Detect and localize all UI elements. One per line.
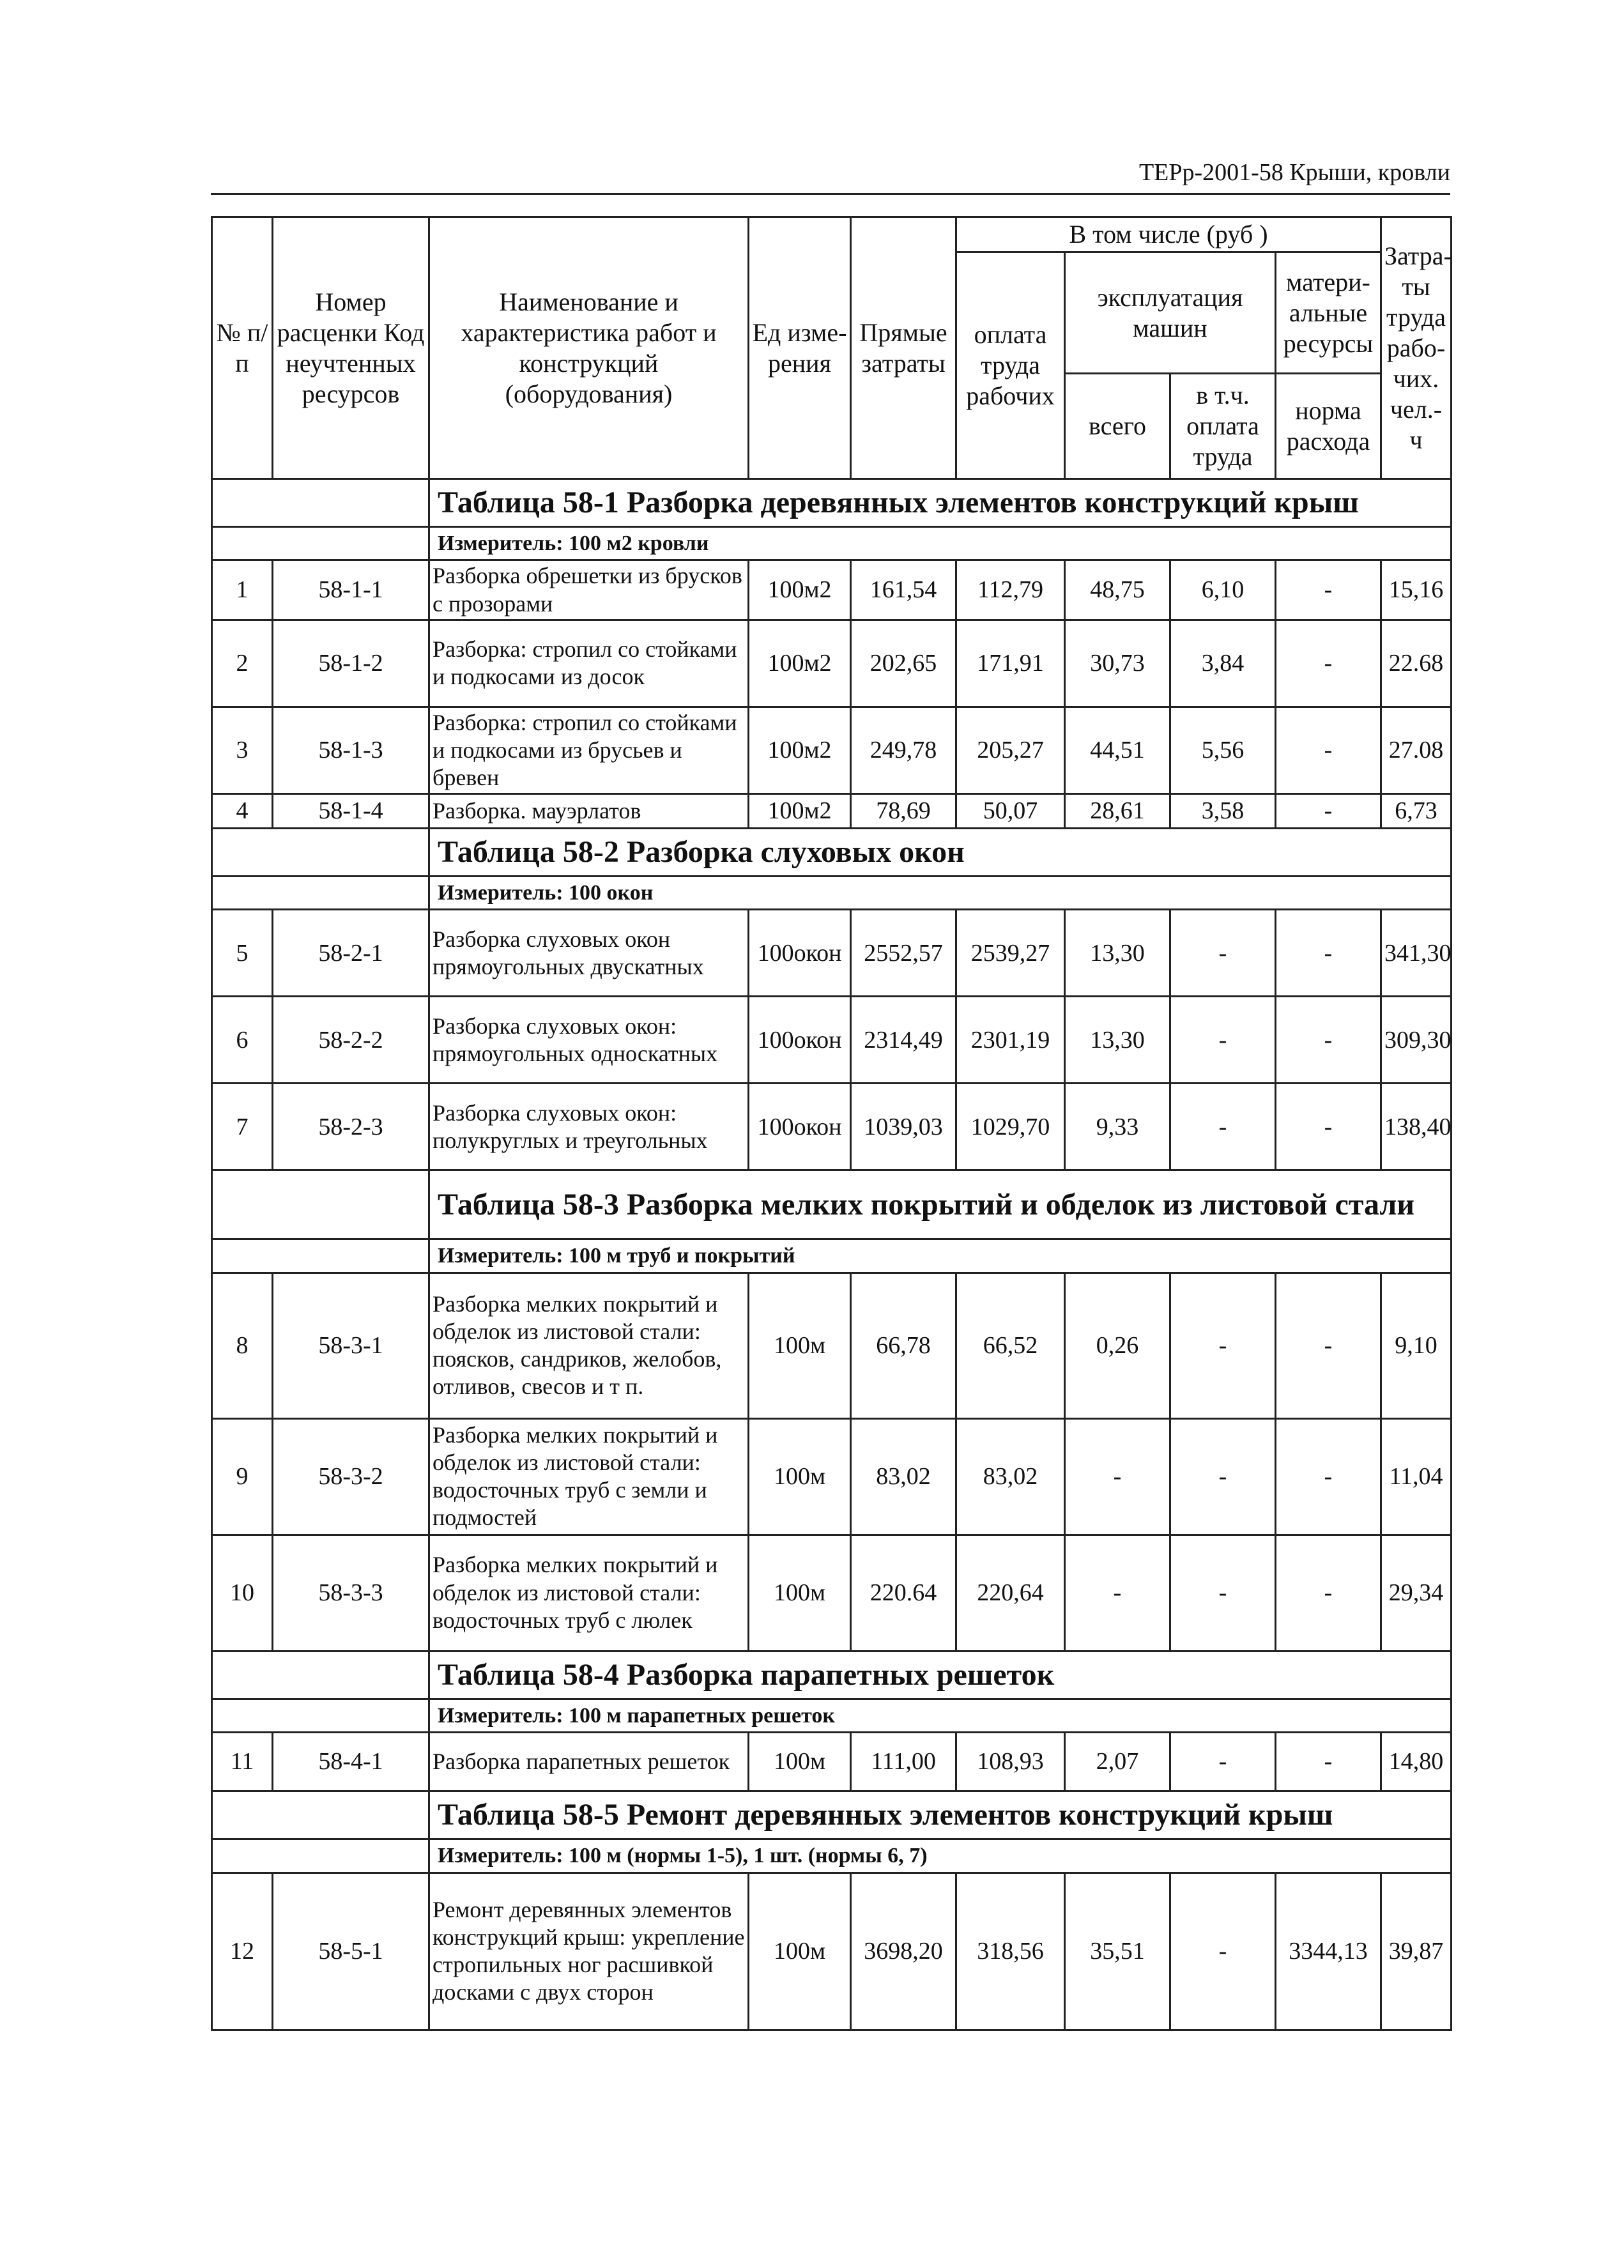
row-labor-pay: 112,79: [956, 560, 1065, 620]
section-unit-row: [212, 876, 1452, 909]
section-unit-blank: [212, 527, 429, 560]
header-rule: [211, 193, 1450, 195]
row-direct-cost: 249,78: [851, 707, 956, 794]
row-machines-labor: 5,56: [1170, 707, 1276, 794]
col-materials-norm-header: норма расхода: [1276, 374, 1381, 479]
row-machines-labor: -: [1170, 1273, 1276, 1418]
row-unit: 100м2: [749, 707, 851, 794]
row-name: Разборка слуховых окон: прямоугольных односкатных: [429, 997, 749, 1084]
table-body: [212, 479, 1452, 2030]
row-labor-pay: 2301,19: [956, 997, 1065, 1084]
section-unit: Измеритель: 100 м труб и покрытий: [429, 1239, 1452, 1273]
row-direct-cost: 83,02: [851, 1418, 956, 1535]
row-code: 58-1-3: [273, 707, 429, 794]
row-labor-pay: 2539,27: [956, 910, 1065, 997]
row-unit: 100м: [749, 1873, 851, 2030]
col-materials-header: матери-альные ресурсы: [1276, 252, 1381, 374]
row-direct-cost: 3698,20: [851, 1873, 956, 2030]
row-machines-labor: 3,58: [1170, 794, 1276, 828]
section-title: Таблица 58-5 Ремонт деревянных элементов конструкций крыш: [429, 1791, 1452, 1839]
row-num: 10: [212, 1535, 273, 1651]
section-title: Таблица 58-4 Разборка парапетных решеток: [429, 1651, 1452, 1699]
row-materials-norm: -: [1276, 794, 1381, 828]
row-num: 9: [212, 1418, 273, 1535]
section-title: Таблица 58-1 Разборка деревянных элементов конструкций крыш: [429, 479, 1452, 527]
row-name: Разборка слуховых окон: полукруглых и треугольных: [429, 1084, 749, 1170]
col-unit-header: Ед изме-рения: [749, 217, 851, 479]
row-machines-total: 48,75: [1065, 560, 1170, 620]
section-unit-row: [212, 527, 1452, 560]
row-machines-labor: -: [1170, 1535, 1276, 1651]
row-direct-cost: 1039,03: [851, 1084, 956, 1170]
table-row: [212, 1084, 1452, 1170]
section-title-row: [212, 828, 1452, 876]
col-incl-group-header: В том числе (руб ): [956, 217, 1381, 252]
row-name: Разборка: стропил со стойками и подкосами из досок: [429, 620, 749, 707]
section-title-blank: [212, 1651, 429, 1699]
section-title-row: [212, 1170, 1452, 1239]
table-row: [212, 1273, 1452, 1418]
row-labor-pay: 83,02: [956, 1418, 1065, 1535]
row-code: 58-4-1: [273, 1733, 429, 1791]
row-code: 58-3-3: [273, 1535, 429, 1651]
row-code: 58-2-3: [273, 1084, 429, 1170]
col-num-header: № п/п: [212, 217, 273, 479]
row-unit: 100м: [749, 1535, 851, 1651]
section-title-blank: [212, 1791, 429, 1839]
col-machines-labor-header: в т.ч. оплата труда: [1170, 374, 1276, 479]
section-title-blank: [212, 479, 429, 527]
row-labor-pay: 220,64: [956, 1535, 1065, 1651]
table-row: [212, 794, 1452, 828]
section-title-blank: [212, 1170, 429, 1239]
row-name: Разборка мелких покрытий и обделок из листовой стали: поясков, сандриков, желобов, отливов, свесов и т п.: [429, 1273, 749, 1418]
row-labor-pay: 171,91: [956, 620, 1065, 707]
row-unit: 100м2: [749, 620, 851, 707]
row-labor-pay: 66,52: [956, 1273, 1065, 1418]
row-direct-cost: 2314,49: [851, 997, 956, 1084]
col-machines-header: эксплуатация машин: [1065, 252, 1276, 374]
table-header: [212, 217, 1452, 479]
row-machines-labor: -: [1170, 910, 1276, 997]
row-materials-norm: -: [1276, 997, 1381, 1084]
row-direct-cost: 220.64: [851, 1535, 956, 1651]
table-row: [212, 1535, 1452, 1651]
row-machines-total: 28,61: [1065, 794, 1170, 828]
table-row: [212, 1733, 1452, 1791]
row-code: 58-1-2: [273, 620, 429, 707]
table-row: [212, 560, 1452, 620]
section-unit-row: [212, 1239, 1452, 1273]
row-labor-pay: 205,27: [956, 707, 1065, 794]
row-name: Разборка: стропил со стойками и подкосами из брусьев и бревен: [429, 707, 749, 794]
row-num: 4: [212, 794, 273, 828]
row-num: 1: [212, 560, 273, 620]
section-unit-blank: [212, 876, 429, 909]
row-code: 58-3-2: [273, 1418, 429, 1535]
section-unit-row: [212, 1839, 1452, 1873]
row-direct-cost: 66,78: [851, 1273, 956, 1418]
row-num: 2: [212, 620, 273, 707]
section-title-row: [212, 479, 1452, 527]
row-labor-pay: 108,93: [956, 1733, 1065, 1791]
row-machines-total: 9,33: [1065, 1084, 1170, 1170]
row-materials-norm: -: [1276, 1733, 1381, 1791]
row-machines-labor: -: [1170, 1418, 1276, 1535]
section-unit-row: [212, 1699, 1452, 1732]
table-row: [212, 1873, 1452, 2030]
row-num: 11: [212, 1733, 273, 1791]
row-labor-pay: 50,07: [956, 794, 1065, 828]
row-materials-norm: -: [1276, 707, 1381, 794]
row-unit: 100м: [749, 1733, 851, 1791]
row-num: 6: [212, 997, 273, 1084]
row-materials-norm: -: [1276, 1418, 1381, 1535]
row-labor-hours: 138,40: [1381, 1084, 1452, 1170]
col-name-header: Наименование и характеристика работ и конструкций (оборудования): [429, 217, 749, 479]
table-row: [212, 910, 1452, 997]
row-name: Разборка. мауэрлатов: [429, 794, 749, 828]
row-machines-total: 30,73: [1065, 620, 1170, 707]
col-labor-header: оплата труда рабочих: [956, 252, 1065, 479]
section-title: Таблица 58-3 Разборка мелких покрытий и обделок из листовой стали: [429, 1170, 1452, 1239]
section-unit: Измеритель: 100 м (нормы 1-5), 1 шт. (нормы 6, 7): [429, 1839, 1452, 1873]
row-labor-hours: 11,04: [1381, 1418, 1452, 1535]
row-machines-total: 35,51: [1065, 1873, 1170, 2030]
row-unit: 100м: [749, 1418, 851, 1535]
row-num: 8: [212, 1273, 273, 1418]
row-machines-labor: -: [1170, 997, 1276, 1084]
row-labor-hours: 341,30: [1381, 910, 1452, 997]
row-materials-norm: -: [1276, 1084, 1381, 1170]
row-unit: 100м: [749, 1273, 851, 1418]
section-unit: Измеритель: 100 м парапетных решеток: [429, 1699, 1452, 1732]
row-unit: 100окон: [749, 910, 851, 997]
row-materials-norm: -: [1276, 910, 1381, 997]
row-direct-cost: 2552,57: [851, 910, 956, 997]
row-name: Разборка парапетных решеток: [429, 1733, 749, 1791]
row-direct-cost: 161,54: [851, 560, 956, 620]
section-unit: Измеритель: 100 окон: [429, 876, 1452, 909]
table-row: [212, 1418, 1452, 1535]
row-labor-hours: 9,10: [1381, 1273, 1452, 1418]
section-unit-blank: [212, 1699, 429, 1732]
col-machines-total-header: всего: [1065, 374, 1170, 479]
row-unit: 100окон: [749, 997, 851, 1084]
row-code: 58-2-2: [273, 997, 429, 1084]
col-hours-header: Затра-ты труда рабо-чих. чел.-ч: [1381, 217, 1452, 479]
row-machines-labor: 3,84: [1170, 620, 1276, 707]
section-unit: Измеритель: 100 м2 кровли: [429, 527, 1452, 560]
row-unit: 100м2: [749, 794, 851, 828]
col-direct-header: Прямые затраты: [851, 217, 956, 479]
row-labor-hours: 15,16: [1381, 560, 1452, 620]
row-direct-cost: 78,69: [851, 794, 956, 828]
row-name: Разборка мелких покрытий и обделок из листовой стали: водосточных труб с земли и подмостей: [429, 1418, 749, 1535]
row-machines-labor: 6,10: [1170, 560, 1276, 620]
row-materials-norm: 3344,13: [1276, 1873, 1381, 2030]
row-code: 58-3-1: [273, 1273, 429, 1418]
row-machines-total: 0,26: [1065, 1273, 1170, 1418]
row-name: Разборка мелких покрытий и обделок из листовой стали: водосточных труб с люлек: [429, 1535, 749, 1651]
row-labor-hours: 14,80: [1381, 1733, 1452, 1791]
row-code: 58-1-4: [273, 794, 429, 828]
row-machines-total: 13,30: [1065, 910, 1170, 997]
row-machines-total: -: [1065, 1535, 1170, 1651]
row-labor-hours: 29,34: [1381, 1535, 1452, 1651]
section-title-row: [212, 1651, 1452, 1699]
row-labor-hours: 27.08: [1381, 707, 1452, 794]
running-header: ТЕРр-2001-58 Крыши, кровли: [1138, 159, 1450, 186]
row-labor-hours: 22.68: [1381, 620, 1452, 707]
row-direct-cost: 111,00: [851, 1733, 956, 1791]
row-labor-hours: 309,30: [1381, 997, 1452, 1084]
row-machines-total: 13,30: [1065, 997, 1170, 1084]
row-name: Ремонт деревянных элементов конструкций крыш: укрепление стропильных ног расшивкой досками с двух сторон: [429, 1873, 749, 2030]
row-num: 5: [212, 910, 273, 997]
section-unit-blank: [212, 1239, 429, 1273]
row-materials-norm: -: [1276, 560, 1381, 620]
row-labor-pay: 1029,70: [956, 1084, 1065, 1170]
row-machines-total: -: [1065, 1418, 1170, 1535]
table-row: [212, 997, 1452, 1084]
row-code: 58-1-1: [273, 560, 429, 620]
row-num: 12: [212, 1873, 273, 2030]
row-unit: 100м2: [749, 560, 851, 620]
row-machines-labor: -: [1170, 1084, 1276, 1170]
row-direct-cost: 202,65: [851, 620, 956, 707]
row-labor-hours: 39,87: [1381, 1873, 1452, 2030]
table-row: [212, 620, 1452, 707]
row-unit: 100окон: [749, 1084, 851, 1170]
row-materials-norm: -: [1276, 1273, 1381, 1418]
rates-table: [211, 216, 1452, 2031]
row-num: 3: [212, 707, 273, 794]
row-machines-labor: -: [1170, 1873, 1276, 2030]
row-materials-norm: -: [1276, 1535, 1381, 1651]
row-machines-total: 2,07: [1065, 1733, 1170, 1791]
section-title-row: [212, 1791, 1452, 1839]
row-machines-labor: -: [1170, 1733, 1276, 1791]
section-title-blank: [212, 828, 429, 876]
table-row: [212, 707, 1452, 794]
row-materials-norm: -: [1276, 620, 1381, 707]
section-unit-blank: [212, 1839, 429, 1873]
row-labor-hours: 6,73: [1381, 794, 1452, 828]
row-machines-total: 44,51: [1065, 707, 1170, 794]
col-code-header: Номер расценки Код неучтенных ресурсов: [273, 217, 429, 479]
row-num: 7: [212, 1084, 273, 1170]
row-name: Разборка слуховых окон прямоугольных двускатных: [429, 910, 749, 997]
row-name: Разборка обрешетки из брусков с прозорами: [429, 560, 749, 620]
row-code: 58-5-1: [273, 1873, 429, 2030]
row-labor-pay: 318,56: [956, 1873, 1065, 2030]
row-code: 58-2-1: [273, 910, 429, 997]
section-title: Таблица 58-2 Разборка слуховых окон: [429, 828, 1452, 876]
